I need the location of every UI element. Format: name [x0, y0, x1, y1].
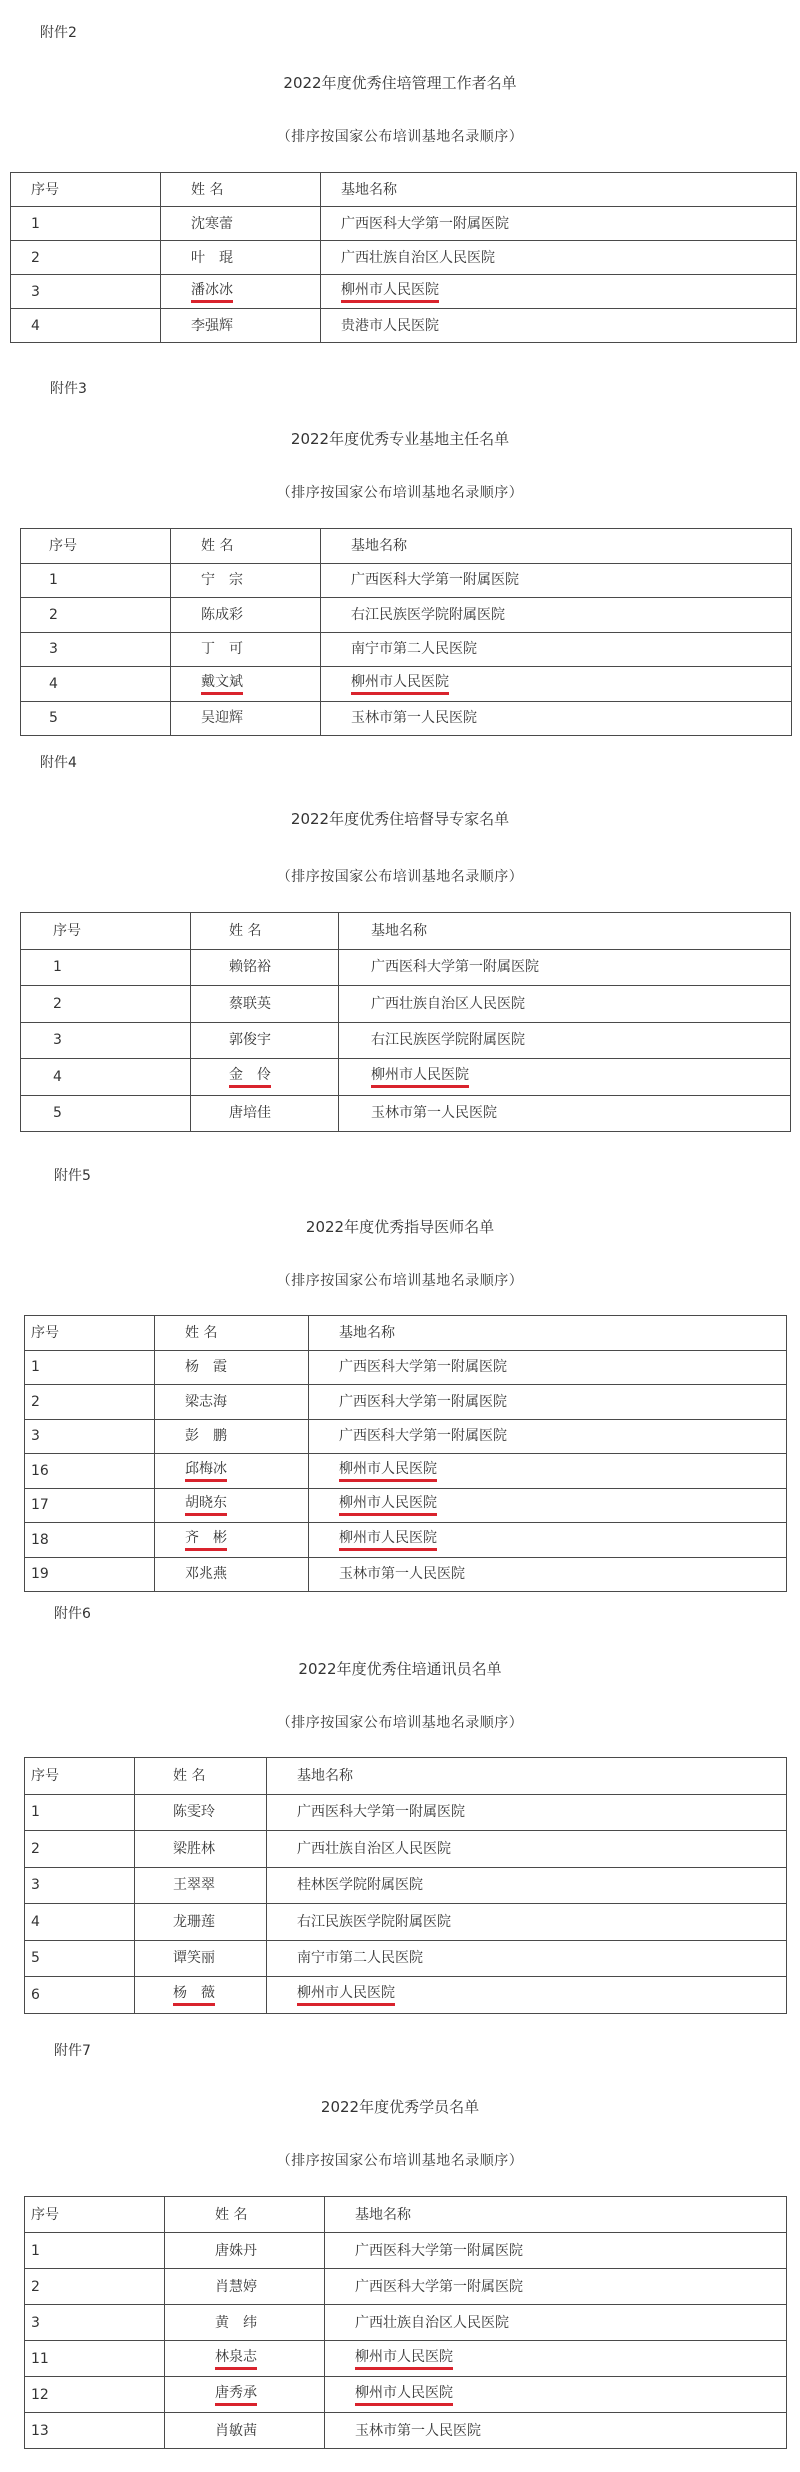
header-name-text: 姓 名	[173, 1767, 206, 1784]
annex-label: 附件2	[40, 25, 77, 41]
roster-table	[20, 528, 792, 736]
header-no	[21, 913, 191, 950]
cell-base	[325, 2305, 787, 2341]
cell-base	[267, 1794, 787, 1831]
cell-no	[25, 2413, 165, 2449]
cell-no-text: 1	[31, 1359, 40, 1376]
table-row	[21, 598, 792, 633]
cell-no-text: 3	[49, 641, 58, 658]
table-row	[25, 1794, 787, 1831]
cell-name	[161, 275, 321, 309]
list-title: 2022年度优秀指导医师名单	[305, 1218, 495, 1236]
table-row	[25, 2341, 787, 2377]
header-name-text: 姓 名	[229, 922, 262, 939]
cell-name	[165, 2305, 325, 2341]
cell-base-text: 广西医科大学第一附属医院	[339, 1393, 507, 1410]
cell-base	[321, 241, 797, 275]
cell-no-text: 2	[53, 995, 62, 1012]
annex-label: 附件6	[54, 1606, 91, 1622]
cell-name	[135, 1867, 267, 1904]
cell-name-text: 赖铭裕	[229, 959, 271, 976]
cell-base	[325, 2269, 787, 2305]
cell-name	[165, 2413, 325, 2449]
cell-name-text: 齐 彬	[185, 1529, 227, 1551]
annex-label: 附件5	[54, 1168, 91, 1184]
cell-base	[325, 2233, 787, 2269]
cell-no-text: 4	[53, 1068, 62, 1085]
cell-name-text: 李强辉	[191, 317, 233, 334]
cell-name	[191, 1059, 339, 1096]
cell-base-text: 广西壮族自治区人民医院	[355, 2314, 509, 2331]
cell-base	[339, 1095, 791, 1132]
cell-no-text: 12	[31, 2386, 49, 2403]
cell-name	[155, 1557, 309, 1592]
cell-no	[25, 1831, 135, 1868]
cell-base	[325, 2341, 787, 2377]
cell-no-text: 4	[49, 675, 58, 692]
cell-no-text: 5	[31, 1950, 40, 1967]
list-title: 2022年度优秀学员名单	[320, 2098, 480, 2116]
cell-name-text: 陈成彩	[201, 606, 243, 623]
cell-base-text: 广西医科大学第一附属医院	[339, 1428, 507, 1445]
cell-name	[171, 667, 321, 702]
cell-no	[11, 309, 161, 343]
cell-no	[25, 1350, 155, 1385]
cell-no-text: 5	[53, 1105, 62, 1122]
cell-no-text: 1	[53, 959, 62, 976]
cell-base-text: 柳州市人民医院	[339, 1529, 437, 1551]
roster-table	[24, 2196, 787, 2449]
cell-base	[325, 2413, 787, 2449]
cell-base-text: 玉林市第一人民医院	[371, 1105, 497, 1122]
cell-base-text: 贵港市人民医院	[341, 317, 439, 334]
cell-base	[321, 667, 792, 702]
cell-base	[325, 2377, 787, 2413]
cell-no	[11, 207, 161, 241]
cell-name-text: 杨 霞	[185, 1359, 227, 1376]
cell-name	[155, 1350, 309, 1385]
table-row	[25, 1419, 787, 1454]
cell-base	[309, 1350, 787, 1385]
cell-base-text: 广西壮族自治区人民医院	[341, 249, 495, 266]
cell-name-text: 唐姝丹	[215, 2242, 257, 2259]
list-title: 2022年度优秀住培督导专家名单	[290, 810, 510, 828]
cell-name	[155, 1385, 309, 1420]
cell-no	[25, 1940, 135, 1977]
cell-no-text: 1	[31, 215, 40, 232]
cell-no-text: 2	[31, 249, 40, 266]
cell-base	[339, 949, 791, 986]
cell-base	[321, 701, 792, 736]
cell-base	[267, 1831, 787, 1868]
cell-base-text: 桂林医学院附属医院	[297, 1877, 423, 1894]
cell-name	[165, 2341, 325, 2377]
cell-no	[25, 1557, 155, 1592]
cell-no-text: 3	[53, 1032, 62, 1049]
cell-base	[267, 1904, 787, 1941]
table-row	[21, 632, 792, 667]
cell-name-text: 丁 可	[201, 641, 243, 658]
table-row	[25, 1488, 787, 1523]
header-name-text: 姓 名	[191, 181, 224, 198]
table-header-row	[25, 1758, 787, 1795]
header-no-text: 序号	[31, 181, 59, 198]
cell-name-text: 戴文斌	[201, 673, 243, 695]
header-base	[309, 1316, 787, 1351]
cell-no-text: 6	[31, 1986, 40, 2003]
cell-name	[155, 1523, 309, 1558]
annex-label: 附件4	[40, 755, 77, 771]
table-row	[21, 563, 792, 598]
header-name	[171, 529, 321, 564]
cell-no-text: 5	[49, 710, 58, 727]
cell-name-text: 郭俊宇	[229, 1032, 271, 1049]
cell-no	[25, 1523, 155, 1558]
cell-name-text: 龙珊莲	[173, 1913, 215, 1930]
cell-base-text: 南宁市第二人民医院	[297, 1950, 423, 1967]
cell-no	[25, 1904, 135, 1941]
cell-name-text: 彭 鹏	[185, 1428, 227, 1445]
cell-base-text: 右江民族医学院附属医院	[371, 1032, 525, 1049]
cell-no	[25, 1419, 155, 1454]
cell-name-text: 沈寒蕾	[191, 215, 233, 232]
cell-name	[171, 598, 321, 633]
table-row	[25, 1867, 787, 1904]
cell-base-text: 右江民族医学院附属医院	[297, 1913, 451, 1930]
cell-name-text: 林泉志	[215, 2348, 257, 2370]
cell-no-text: 1	[31, 2242, 40, 2259]
header-base-text: 基地名称	[297, 1767, 353, 1784]
table-header-row	[25, 2197, 787, 2233]
cell-no	[21, 1059, 191, 1096]
cell-name	[135, 1904, 267, 1941]
cell-no	[11, 241, 161, 275]
header-no-text: 序号	[31, 2206, 59, 2223]
cell-no-text: 3	[31, 2314, 40, 2331]
cell-name	[161, 309, 321, 343]
cell-no	[25, 2233, 165, 2269]
header-base-text: 基地名称	[339, 1324, 395, 1341]
table-row	[21, 986, 791, 1023]
cell-base-text: 玉林市第一人民医院	[339, 1566, 465, 1583]
cell-name	[191, 1022, 339, 1059]
list-subtitle: （排序按国家公布培训基地名录顺序）	[276, 129, 524, 145]
cell-base	[267, 1867, 787, 1904]
cell-no-text: 2	[31, 2278, 40, 2295]
cell-base-text: 柳州市人民医院	[339, 1494, 437, 1516]
cell-base	[339, 1022, 791, 1059]
cell-no	[21, 563, 171, 598]
table-row	[25, 2269, 787, 2305]
cell-base	[267, 1940, 787, 1977]
cell-no-text: 11	[31, 2350, 49, 2367]
cell-name	[161, 241, 321, 275]
cell-no	[25, 1794, 135, 1831]
header-base	[267, 1758, 787, 1795]
cell-no-text: 16	[31, 1462, 49, 1479]
cell-base-text: 广西医科大学第一附属医院	[297, 1804, 465, 1821]
cell-no	[21, 949, 191, 986]
cell-name	[191, 986, 339, 1023]
cell-base-text: 柳州市人民医院	[339, 1460, 437, 1482]
cell-name-text: 陈雯玲	[173, 1804, 215, 1821]
cell-base	[309, 1523, 787, 1558]
cell-base	[339, 986, 791, 1023]
cell-name-text: 王翠翠	[173, 1877, 215, 1894]
cell-name-text: 蔡联英	[229, 995, 271, 1012]
list-subtitle: （排序按国家公布培训基地名录顺序）	[276, 485, 524, 501]
table-row	[25, 1454, 787, 1489]
annex-label: 附件7	[54, 2043, 91, 2059]
cell-base	[309, 1419, 787, 1454]
cell-name	[171, 701, 321, 736]
annex-label: 附件3	[50, 381, 87, 397]
cell-base-text: 广西医科大学第一附属医院	[371, 959, 539, 976]
cell-name-text: 叶 琨	[191, 249, 233, 266]
cell-no	[25, 1454, 155, 1489]
table-row	[25, 1385, 787, 1420]
cell-base	[321, 275, 797, 309]
cell-no	[25, 1488, 155, 1523]
cell-no	[21, 1022, 191, 1059]
header-base	[339, 913, 791, 950]
cell-no-text: 17	[31, 1497, 49, 1514]
cell-base	[339, 1059, 791, 1096]
cell-name-text: 梁志海	[185, 1393, 227, 1410]
table-row	[25, 2377, 787, 2413]
cell-no	[21, 667, 171, 702]
header-no	[11, 173, 161, 207]
cell-base	[321, 563, 792, 598]
cell-name-text: 黄 纬	[215, 2314, 257, 2331]
cell-base-text: 南宁市第二人民医院	[351, 641, 477, 658]
header-name	[165, 2197, 325, 2233]
cell-name	[135, 1940, 267, 1977]
cell-no-text: 3	[31, 1877, 40, 1894]
table-row	[21, 949, 791, 986]
table-row	[25, 1523, 787, 1558]
header-name	[155, 1316, 309, 1351]
cell-name-text: 邱梅冰	[185, 1460, 227, 1482]
cell-no-text: 1	[31, 1804, 40, 1821]
cell-name	[135, 1977, 267, 2014]
cell-base-text: 广西医科大学第一附属医院	[355, 2242, 523, 2259]
cell-no	[25, 1385, 155, 1420]
table-row	[11, 207, 797, 241]
cell-base	[321, 207, 797, 241]
cell-name-text: 肖敏茜	[215, 2422, 257, 2439]
cell-no-text: 3	[31, 1428, 40, 1445]
cell-base-text: 柳州市人民医院	[355, 2348, 453, 2370]
cell-no-text: 2	[49, 606, 58, 623]
table-row	[21, 667, 792, 702]
table-row	[25, 2413, 787, 2449]
cell-base	[309, 1454, 787, 1489]
cell-no	[25, 2341, 165, 2377]
cell-base-text: 玉林市第一人民医院	[351, 710, 477, 727]
header-name	[135, 1758, 267, 1795]
cell-base-text: 柳州市人民医院	[371, 1066, 469, 1088]
cell-name	[165, 2269, 325, 2305]
cell-name	[155, 1454, 309, 1489]
cell-name-text: 谭笑丽	[173, 1950, 215, 1967]
table-row	[25, 2233, 787, 2269]
cell-base-text: 广西壮族自治区人民医院	[371, 995, 525, 1012]
table-row	[21, 1095, 791, 1132]
cell-no	[21, 986, 191, 1023]
cell-base	[267, 1977, 787, 2014]
roster-table	[20, 912, 791, 1132]
cell-no	[11, 275, 161, 309]
cell-base-text: 右江民族医学院附属医院	[351, 606, 505, 623]
header-no	[25, 1758, 135, 1795]
list-subtitle: （排序按国家公布培训基地名录顺序）	[276, 1715, 524, 1731]
cell-name	[171, 563, 321, 598]
list-subtitle: （排序按国家公布培训基地名录顺序）	[276, 2153, 524, 2169]
header-base	[321, 173, 797, 207]
table-header-row	[11, 173, 797, 207]
cell-no-text: 18	[31, 1531, 49, 1548]
cell-name	[171, 632, 321, 667]
header-name	[161, 173, 321, 207]
list-subtitle: （排序按国家公布培训基地名录顺序）	[276, 869, 524, 885]
cell-base-text: 广西医科大学第一附属医院	[351, 572, 519, 589]
cell-no	[21, 598, 171, 633]
header-name	[191, 913, 339, 950]
cell-base	[321, 632, 792, 667]
cell-name-text: 金 伶	[229, 1066, 271, 1088]
list-subtitle: （排序按国家公布培训基地名录顺序）	[276, 1273, 524, 1289]
header-base-text: 基地名称	[341, 181, 397, 198]
header-no	[21, 529, 171, 564]
cell-no-text: 13	[31, 2422, 49, 2439]
header-name-text: 姓 名	[185, 1324, 218, 1341]
header-no-text: 序号	[53, 922, 81, 939]
table-row	[25, 1940, 787, 1977]
cell-name	[165, 2233, 325, 2269]
table-row	[11, 241, 797, 275]
cell-no	[21, 1095, 191, 1132]
header-base	[325, 2197, 787, 2233]
cell-base-text: 广西医科大学第一附属医院	[339, 1359, 507, 1376]
cell-no	[21, 701, 171, 736]
cell-no	[21, 632, 171, 667]
cell-base-text: 柳州市人民医院	[355, 2384, 453, 2406]
roster-table	[10, 172, 797, 343]
header-base-text: 基地名称	[355, 2206, 411, 2223]
table-row	[25, 1904, 787, 1941]
table-row	[25, 2305, 787, 2341]
table-row	[11, 309, 797, 343]
list-title: 2022年度优秀专业基地主任名单	[290, 430, 510, 448]
table-row	[21, 1059, 791, 1096]
cell-name-text: 唐培佳	[229, 1105, 271, 1122]
cell-base	[309, 1557, 787, 1592]
table-row	[25, 1977, 787, 2014]
cell-name	[191, 1095, 339, 1132]
cell-no-text: 2	[31, 1393, 40, 1410]
roster-table	[24, 1757, 787, 2014]
cell-name-text: 唐秀承	[215, 2384, 257, 2406]
header-base-text: 基地名称	[371, 922, 427, 939]
cell-name-text: 肖慧婷	[215, 2278, 257, 2295]
table-row	[21, 701, 792, 736]
cell-base-text: 广西医科大学第一附属医院	[341, 215, 509, 232]
cell-name	[161, 207, 321, 241]
cell-base	[309, 1385, 787, 1420]
cell-base-text: 柳州市人民医院	[341, 281, 439, 303]
table-row	[25, 1350, 787, 1385]
cell-name	[135, 1831, 267, 1868]
cell-no-text: 1	[49, 572, 58, 589]
header-no	[25, 1316, 155, 1351]
cell-name	[155, 1488, 309, 1523]
cell-name-text: 胡晓东	[185, 1494, 227, 1516]
cell-base-text: 广西壮族自治区人民医院	[297, 1840, 451, 1857]
cell-name	[155, 1419, 309, 1454]
roster-table	[24, 1315, 787, 1592]
header-no-text: 序号	[31, 1767, 59, 1784]
header-name-text: 姓 名	[201, 537, 234, 554]
cell-base-text: 柳州市人民医院	[351, 673, 449, 695]
cell-base	[321, 598, 792, 633]
cell-name-text: 梁胜林	[173, 1840, 215, 1857]
list-title: 2022年度优秀住培通讯员名单	[298, 1660, 502, 1678]
cell-base	[309, 1488, 787, 1523]
table-row	[25, 1557, 787, 1592]
cell-no	[25, 1867, 135, 1904]
cell-no-text: 2	[31, 1840, 40, 1857]
cell-no	[25, 2305, 165, 2341]
cell-name-text: 宁 宗	[201, 572, 243, 589]
cell-name-text: 潘冰冰	[191, 281, 233, 303]
table-header-row	[21, 529, 792, 564]
table-row	[11, 275, 797, 309]
header-name-text: 姓 名	[215, 2206, 248, 2223]
cell-no-text: 3	[31, 283, 40, 300]
header-no	[25, 2197, 165, 2233]
cell-no-text: 4	[31, 1913, 40, 1930]
list-title: 2022年度优秀住培管理工作者名单	[283, 74, 517, 92]
cell-name	[165, 2377, 325, 2413]
cell-name	[135, 1794, 267, 1831]
cell-no-text: 19	[31, 1566, 49, 1583]
cell-no	[25, 2269, 165, 2305]
header-no-text: 序号	[31, 1324, 59, 1341]
cell-name-text: 邓兆燕	[185, 1566, 227, 1583]
table-header-row	[25, 1316, 787, 1351]
cell-base	[321, 309, 797, 343]
cell-name-text: 杨 薇	[173, 1984, 215, 2006]
cell-no	[25, 2377, 165, 2413]
table-header-row	[21, 913, 791, 950]
table-row	[25, 1831, 787, 1868]
header-base	[321, 529, 792, 564]
cell-no-text: 4	[31, 317, 40, 334]
cell-base-text: 柳州市人民医院	[297, 1984, 395, 2006]
header-base-text: 基地名称	[351, 537, 407, 554]
header-no-text: 序号	[49, 537, 77, 554]
cell-name-text: 吴迎辉	[201, 710, 243, 727]
cell-no	[25, 1977, 135, 2014]
table-row	[21, 1022, 791, 1059]
cell-name	[191, 949, 339, 986]
cell-base-text: 广西医科大学第一附属医院	[355, 2278, 523, 2295]
cell-base-text: 玉林市第一人民医院	[355, 2422, 481, 2439]
